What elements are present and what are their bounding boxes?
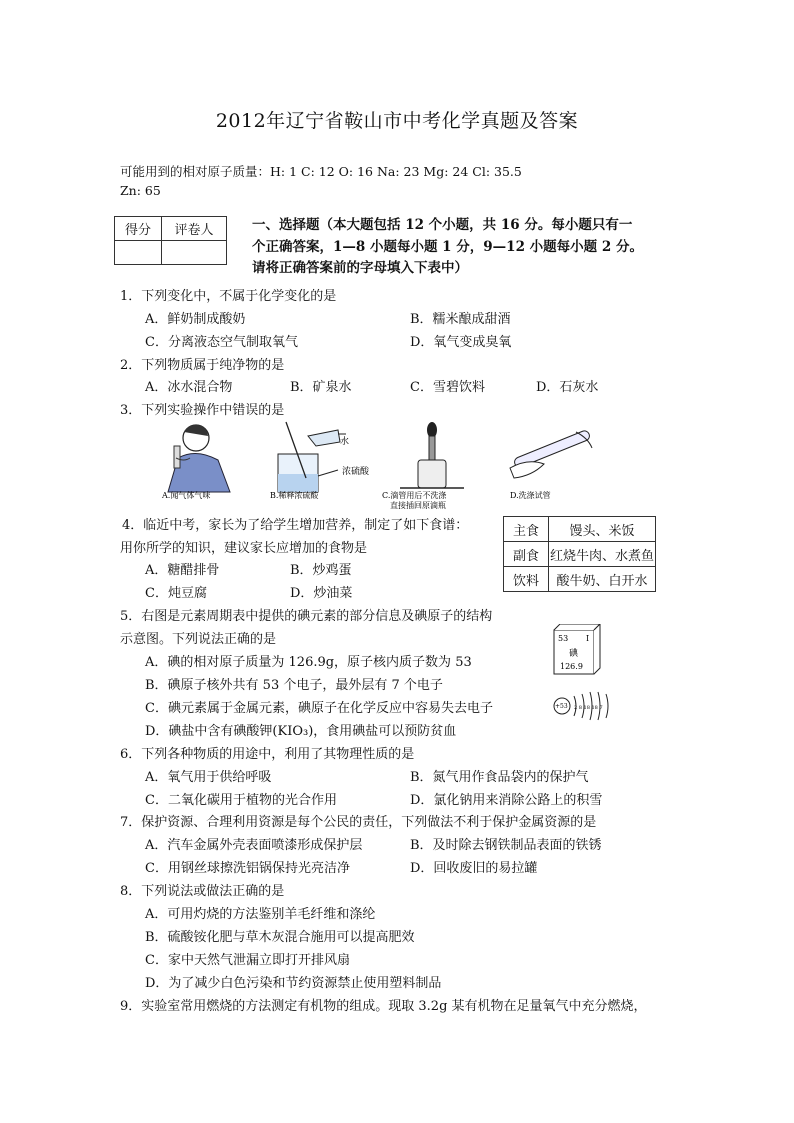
question-3-stem: 3．下列实验操作中错误的是	[120, 403, 285, 418]
atomic-mass-line-2: Zn: 65	[120, 183, 161, 198]
caption-d: D.洗涤试管	[510, 491, 551, 500]
menu-value-staple: 馒头、米饭	[549, 517, 656, 542]
question-8-option-d: D．为了减少白色污染和节约资源禁止使用塑料制品	[145, 976, 442, 991]
atomic-mass-line-1: 可能用到的相对原子质量：H: 1 C: 12 O: 16 Na: 23 Mg: 24 Cl: 35.5	[120, 164, 522, 179]
question-6-option-b: B．氮气用作食品袋内的保护气	[410, 770, 589, 785]
question-8-option-c: C．家中天然气泄漏立即打开排风扇	[145, 953, 350, 968]
question-4-option-a: A．糖醋排骨	[145, 563, 220, 578]
question-5-stem-1: 5．右图是元素周期表中提供的碘元素的部分信息及碘原子的结构	[120, 609, 493, 624]
iodine-element-figure	[548, 624, 638, 736]
question-8-stem: 8．下列说法或做法正确的是	[120, 884, 285, 899]
question-2-option-d: D．石灰水	[536, 380, 599, 395]
menu-key-staple: 主食	[504, 517, 549, 542]
figure-a-smell-gas	[168, 425, 230, 492]
score-header: 得分	[115, 217, 162, 241]
question-7-option-c: C．用钢丝球擦洗铝锅保持光亮洁净	[145, 861, 350, 876]
grader-header: 评卷人	[162, 217, 227, 241]
question-8-option-a: A．可用灼烧的方法鉴别羊毛纤维和涤纶	[145, 907, 376, 922]
menu-table	[503, 516, 656, 592]
figure-b-dilute-acid	[278, 422, 346, 492]
page-title: 2012年辽宁省鞍山市中考化学真题及答案	[215, 110, 579, 132]
question-2-option-b: B．矿泉水	[290, 380, 352, 395]
figure-c-dropper-bottle	[400, 422, 464, 488]
question-8-option-b: B．硫酸铵化肥与草木灰混合施用可以提高肥效	[145, 930, 415, 945]
menu-value-drink: 酸牛奶、白开水	[549, 567, 656, 592]
menu-key-side: 副食	[504, 542, 549, 567]
question-6-option-a: A．氧气用于供给呼吸	[145, 770, 272, 785]
section-heading-line-3: 请将正确答案前的字母填入下表中）	[252, 260, 468, 276]
caption-c-line-2: 直接插回原滴瓶	[390, 501, 446, 510]
question-5-option-c: C．碘元素属于金属元素，碘原子在化学反应中容易失去电子	[145, 701, 493, 716]
label-water: 水	[340, 437, 350, 447]
figure-d-wash-tube	[510, 429, 592, 478]
score-cell[interactable]	[115, 241, 162, 265]
lab-operations-figure	[160, 418, 600, 510]
question-7-option-d: D．回收废旧的易拉罐	[410, 861, 538, 876]
caption-c-line-1: C.滴管用后不洗涤	[382, 491, 447, 500]
grader-cell[interactable]	[162, 241, 227, 265]
question-7-option-b: B．及时除去钢铁制品表面的铁锈	[410, 838, 602, 853]
label-concentrated-acid: 浓硫酸	[342, 467, 370, 477]
atomic-number: 53	[558, 634, 569, 643]
question-5-option-b: B．碘原子核外共有 53 个电子，最外层有 7 个电子	[145, 678, 443, 693]
question-1-option-a: A．鲜奶制成酸奶	[145, 312, 246, 327]
question-2-stem: 2．下列物质属于纯净物的是	[120, 358, 285, 373]
electron-shells: 2 8 18 18 7	[574, 705, 603, 711]
question-6-option-d: D．氯化钠用来消除公路上的积雪	[410, 793, 603, 808]
atomic-mass: 126.9	[560, 662, 583, 671]
question-1-option-c: C．分离液态空气制取氧气	[145, 335, 298, 350]
caption-a: A.闻气体气味	[162, 491, 211, 500]
element-symbol: I	[586, 634, 590, 643]
question-4-stem-2: 用你所学的知识，建议家长应增加的食物是	[120, 541, 368, 556]
question-5-stem-2: 示意图。下列说法正确的是	[120, 632, 277, 647]
section-heading-line-2: 个正确答案，1—8 小题每小题 1 分，9—12 小题每小题 2 分。	[252, 239, 643, 255]
section-heading-line-1: 一、选择题（本大题包括 12 个小题，共 16 分。每小题只有一	[252, 217, 633, 233]
question-1-option-d: D．氧气变成臭氧	[410, 335, 512, 350]
score-box	[114, 216, 227, 265]
question-4-stem-1: 4．临近中考，家长为了给学生增加营养，制定了如下食谱：	[122, 518, 469, 533]
question-1-option-b: B．糯米酿成甜酒	[410, 312, 511, 327]
nucleus-charge: +53	[555, 703, 568, 710]
menu-value-side: 红烧牛肉、水煮鱼	[549, 542, 656, 567]
question-5-option-d: D．碘盐中含有碘酸钾(KIO₃)，食用碘盐可以预防贫血	[145, 724, 457, 739]
question-4-option-c: C．炖豆腐	[145, 586, 207, 601]
question-4-option-d: D．炒油菜	[290, 586, 353, 601]
question-7-option-a: A．汽车金属外壳表面喷漆形成保护层	[145, 838, 363, 853]
question-4-option-b: B．炒鸡蛋	[290, 563, 352, 578]
question-5-option-a: A．碘的相对原子质量为 126.9g，原子核内质子数为 53	[145, 655, 472, 670]
question-1-stem: 1．下列变化中，不属于化学变化的是	[120, 289, 337, 304]
menu-key-drink: 饮料	[504, 567, 549, 592]
question-2-option-a: A．冰水混合物	[145, 380, 233, 395]
question-6-stem: 6．下列各种物质的用途中，利用了其物理性质的是	[120, 747, 415, 762]
question-6-option-c: C．二氧化碳用于植物的光合作用	[145, 793, 337, 808]
question-7-stem: 7．保护资源、合理利用资源是每个公民的责任，下列做法不利于保护金属资源的是	[120, 815, 597, 830]
caption-b: B.稀释浓硫酸	[270, 491, 319, 500]
question-2-option-c: C．雪碧饮料	[410, 380, 485, 395]
element-name: 碘	[569, 649, 579, 659]
question-9-stem: 9．实验室常用燃烧的方法测定有机物的组成。现取 3.2g 某有机物在足量氧气中充分燃烧，	[120, 999, 647, 1014]
